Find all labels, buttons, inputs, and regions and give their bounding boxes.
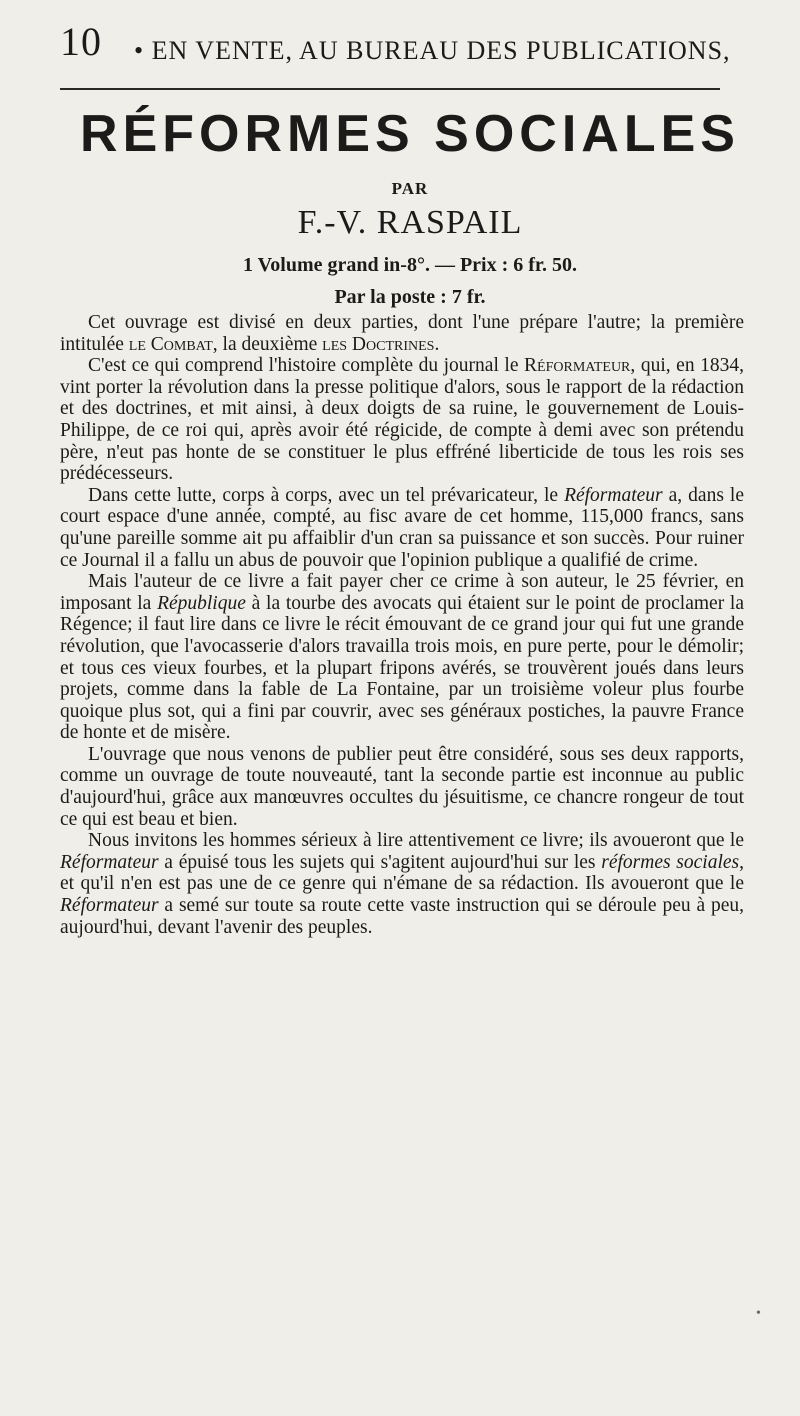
text-run: a épuisé tous les sujets qui s'agitent aujourd'hui sur les <box>158 851 602 873</box>
paragraph-2 <box>60 355 744 485</box>
text-run: a semé sur toute sa route cette vaste instruction qui se déroule peu à peu, aujourd'hui, devant l'avenir des peuples. <box>60 895 744 938</box>
edition-price: 1 Volume grand in-8°. — Prix : 6 fr. 50. <box>243 254 577 276</box>
text-run: . <box>434 333 440 355</box>
text-run: Cet ouvrage est divisé en deux parties, dont l'une prépare l'autre; la première intitulée <box>60 312 744 355</box>
text-run: à la tourbe des avocats qui étaient sur le point de proclamer la Régence; il faut lire dans ce livre le récit émouvant de ce grand jour qui fut une grande révolution, que l'avocasserie d'alors travailla trois mois, en pure perte, pour le démolir; et tous ces vieux fourbes, et la plupart fripons avérés, se trouvèrent joués dans leurs projets, comme dans la fable de La Fontaine, par un troisième voleur plus fourbe quoique plus sot, qui a fini par couvrir, avec ses généraux postiches, la pauvre France de honte et de misère. <box>60 592 745 744</box>
paragraph-4 <box>60 571 744 744</box>
text-run-italic: Réformateur <box>60 851 159 873</box>
text-run: Dans cette lutte, corps à corps, avec un tel prévaricateur, le <box>88 484 565 506</box>
postage-price: Par la poste : 7 fr. <box>334 286 486 308</box>
text-run-small-caps: Réformateur <box>524 355 631 377</box>
text-run: Mais l'auteur de ce livre a fait payer cher ce crime à son auteur, le 25 février, en imposant la <box>60 571 744 614</box>
running-title: • EN VENTE, AU BUREAU DES PUBLICATIONS, <box>134 36 731 65</box>
body-text <box>60 312 744 938</box>
author-name: F.-V. RASPAIL <box>297 204 523 241</box>
text-run-italic: réformes sociales <box>601 851 740 873</box>
text-run: L'ouvrage que nous venons de publier peut être considéré, sous ses deux rapports, comme un ouvrage de toute nouveauté, tant la seconde partie est inconnue au public d'aujourd'hui, grâce aux manœuvres occultes du jésuitisme, ce chancre rongeur de tout ce qui est beau et bien. <box>60 743 744 830</box>
header-rule <box>60 88 720 90</box>
text-run-small-caps: le Combat <box>128 333 213 355</box>
paragraph-3 <box>60 485 744 571</box>
text-run: , la deuxième <box>212 333 323 355</box>
text-run: a, dans le court espace d'une année, compté, au fisc avare de cet homme, 115,000 francs, sans qu'une pareille somme ait pu affaiblir d'un cran sa puissance et son succès. Pour ruiner ce Journal il a fallu un abus de pouvoir que l'opinion publique a qualifié de crime. <box>60 484 744 571</box>
text-run-small-caps: les Doctrines <box>322 333 435 355</box>
text-run-italic: Réformateur <box>564 484 663 506</box>
text-run: , qui, en 1834, vint porter la révolution dans la presse politique d'alors, sous le rapport de la rédaction et des doctrines, et mit ainsi, à deux doigts de sa ruine, le gouvernement de Louis-Philippe, de ce roi qui, après avoir été régicide, de compte à demi avec son prétendu père, n'eut pas honte de se constituer le plus effréné liberticide de tous les rois ses prédécesseurs. <box>60 355 745 485</box>
paragraph-5 <box>60 744 744 830</box>
text-run-italic: République <box>157 592 246 614</box>
text-run: , et qu'il n'en est pas une de ce genre qui n'émane de sa rédaction. Ils avoueront que le <box>60 851 744 895</box>
running-head <box>60 18 760 68</box>
book-title: RÉFORMES SOCIALES <box>80 105 740 163</box>
paragraph-1 <box>60 312 744 355</box>
by-line: PAR <box>391 179 429 198</box>
text-run: Nous invitons les hommes sérieux à lire attentivement ce livre; ils avoueront que le <box>88 830 744 852</box>
text-run: C'est ce qui comprend l'histoire complète du journal le <box>88 355 525 377</box>
footer-mark: • <box>756 1306 761 1321</box>
paragraph-6 <box>60 830 744 938</box>
text-run-italic: Réformateur <box>60 895 159 917</box>
page-number: 10 <box>60 19 102 64</box>
